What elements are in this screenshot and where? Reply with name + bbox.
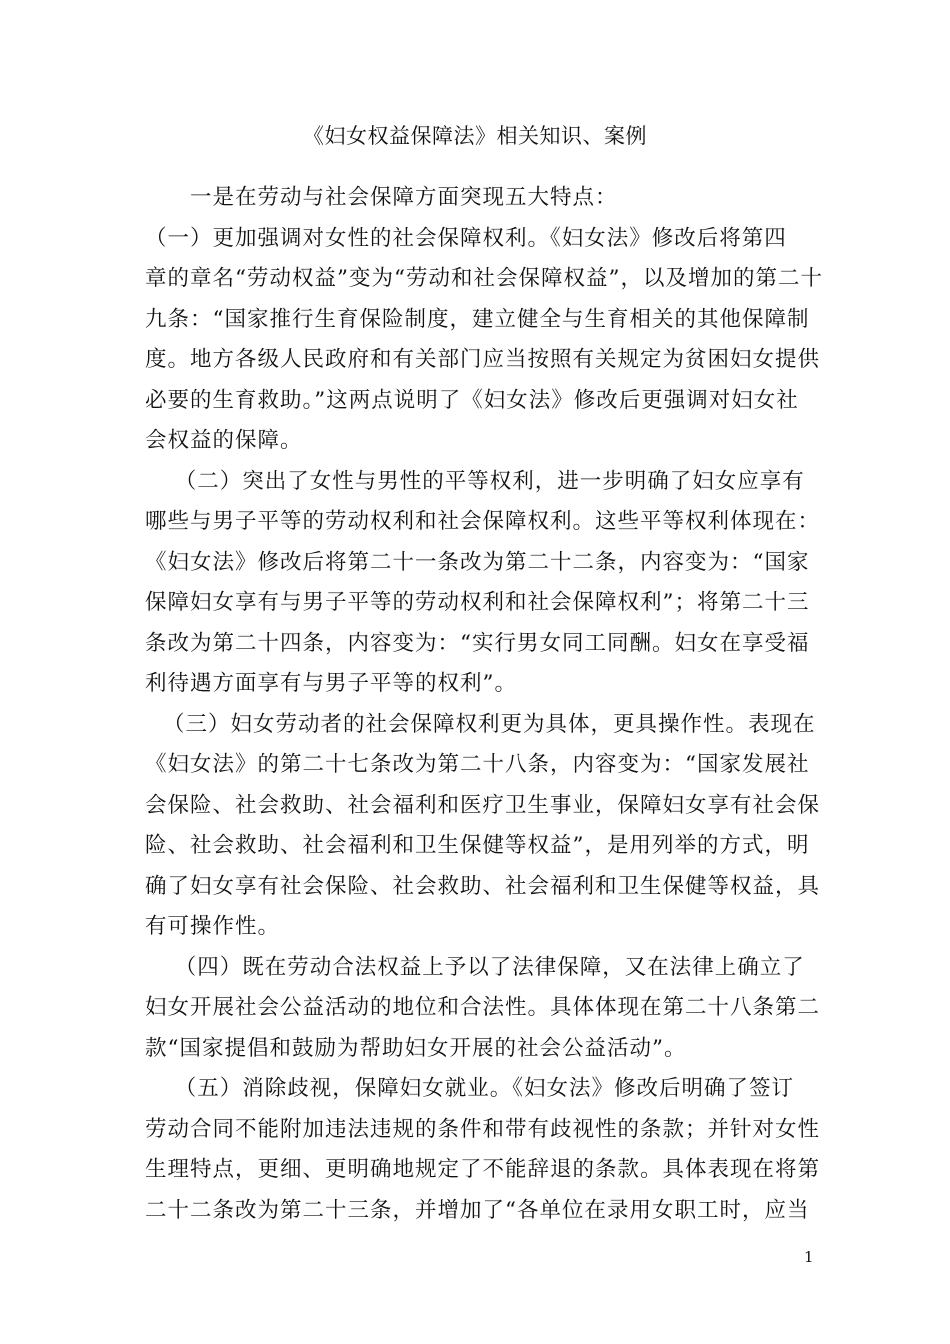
body-line: 劳动合同不能附加违法违规的条件和带有歧视性的条款；并针对女性 [145,1117,821,1142]
body-line: （一）更加强调对女性的社会保障权利。《妇女法》修改后将第四 [145,226,787,251]
body-line: 有可操作性。 [145,914,281,939]
body-line: 险、社会救助、社会福利和卫生保健等权益”，是用列举的方式，明 [145,833,810,858]
body-line: 《妇女法》的第二十七条改为第二十八条，内容变为：“国家发展社 [145,752,810,777]
body-line: 九条：“国家推行生育保险制度，建立健全与生育相关的其他保障制 [145,307,810,332]
body-line: 妇女开展社会公益活动的地位和合法性。具体体现在第二十八条第二 [145,995,821,1020]
body-line: （三）妇女劳动者的社会保障权利更为具体，更具操作性。表现在 [163,712,816,737]
body-line: 会权益的保障。 [145,428,303,453]
body-line: 必要的生育救助。”这两点说明了《妇女法》修改后更强调对妇女社 [145,388,799,413]
body-line: （五）消除歧视，保障妇女就业。《妇女法》修改后明确了签订 [163,1076,795,1101]
document-title: 《妇女权益保障法》相关知识、案例 [303,124,647,148]
body-line: 利待遇方面享有与男子平等的权利”。 [145,671,517,696]
body-line: 度。地方各级人民政府和有关部门应当按照有关规定为贫困妇女提供 [145,347,821,372]
body-line: （二）突出了女性与男性的平等权利，进一步明确了妇女应享有 [163,469,805,494]
body-line: 条改为第二十四条，内容变为：“实行男女同工同酬。妇女在享受福 [145,631,810,656]
body-line: 会保险、社会救助、社会福利和医疗卫生事业，保障妇女享有社会保 [145,793,821,818]
body-line: 生理特点，更细、更明确地规定了不能辞退的条款。具体表现在将第 [145,1157,821,1182]
page-number: 1 [804,1248,814,1266]
body-line: 《妇女法》修改后将第二十一条改为第二十二条，内容变为：“国家 [145,550,810,575]
body-line: 一是在劳动与社会保障方面突现五大特点： [145,185,618,210]
body-line: （四）既在劳动合法权益上予以了法律保障，又在法律上确立了 [163,955,805,980]
body-line: 保障妇女享有与男子平等的劳动权利和社会保障权利”；将第二十三 [145,590,810,615]
body-line: 哪些与男子平等的劳动权利和社会保障权利。这些平等权利体现在： [145,509,821,534]
body-line: 二十二条改为第二十三条，并增加了“各单位在录用女职工时，应当 [145,1198,810,1223]
body-line: 章的章名“劳动权益”变为“劳动和社会保障权益”，以及增加的第二十 [145,266,823,291]
body-line: 确了妇女享有社会保险、社会救助、社会福利和卫生保健等权益，具 [145,874,821,899]
body-line: 款“国家提倡和鼓励为帮助妇女开展的社会公益活动”。 [145,1036,687,1061]
